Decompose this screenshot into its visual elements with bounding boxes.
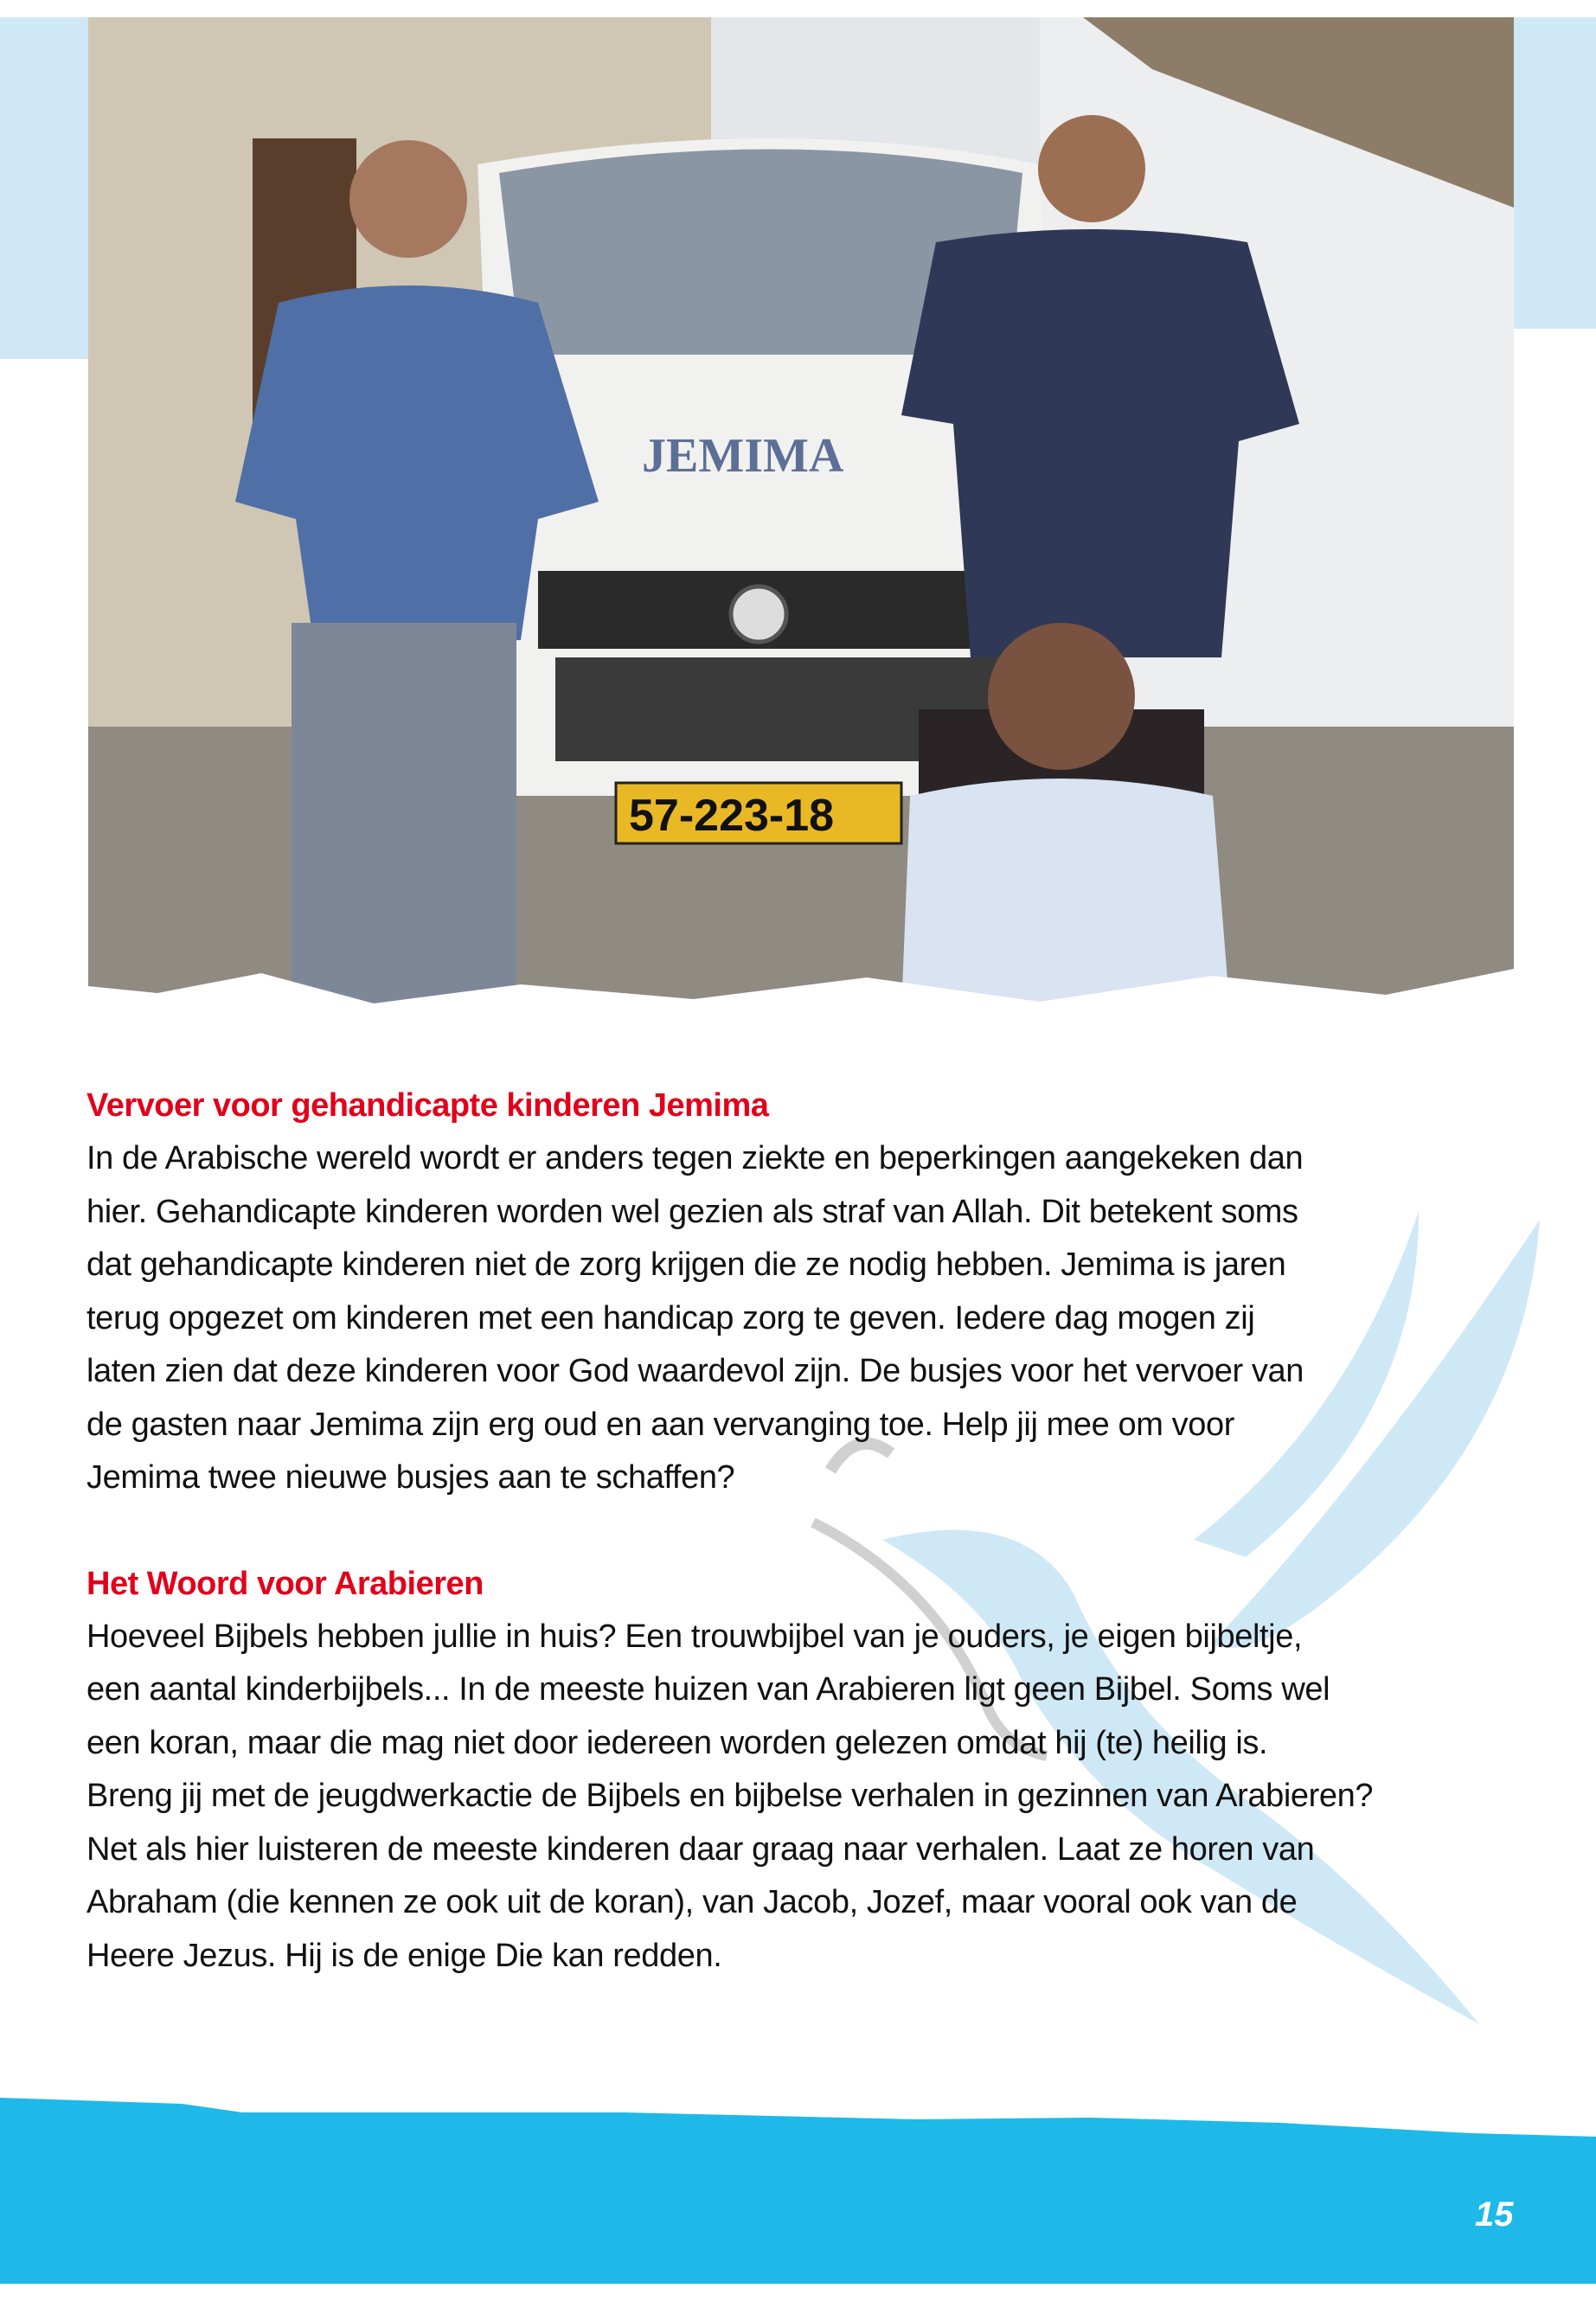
paragraph-line: Net als hier luisteren de meeste kinderen daar graag naar verhalen. Laat ze horen van <box>87 1830 1315 1868</box>
paragraph-line: een aantal kinderbijbels... In de meeste huizen van Arabieren ligt geen Bijbel. Soms wel <box>87 1671 1330 1708</box>
paragraph-line: terug opgezet om kinderen met een handicap zorg te geven. Iedere dag mogen zij <box>87 1299 1255 1336</box>
paragraph-line: dat gehandicapte kinderen niet de zorg krijgen die ze nodig hebben. Jemima is jaren <box>87 1247 1286 1283</box>
paragraph-line: Abraham (die kennen ze ook uit de koran), van Jacob, Jozef, maar vooral ook van de <box>87 1884 1298 1920</box>
paragraph-line: Jemima twee nieuwe busjes aan te schaffen? <box>87 1459 735 1496</box>
paragraph-line: laten zien dat deze kinderen voor God waardevol zijn. De busjes voor het vervoer van <box>87 1353 1304 1389</box>
paragraph-line: Breng jij met de jeugdwerkactie de Bijbels en bijbelse verhalen in gezinnen van Arabieren? <box>87 1778 1374 1814</box>
section-jemima-transport <box>87 1080 1557 1505</box>
page-number: 15 <box>1475 2195 1514 2234</box>
section-word-for-arabs <box>87 1558 1557 1984</box>
paragraph-line: hier. Gehandicapte kinderen worden wel gezien als straf van Allah. Dit betekent soms <box>87 1193 1298 1230</box>
paragraph-line: Hoeveel Bijbels hebben jullie in huis? Een trouwbijbel van je ouders, je eigen bijbeltje, <box>87 1618 1303 1655</box>
paragraph-line: Heere Jezus. Hij is de enige Die kan redden. <box>87 1937 722 1974</box>
license-plate-text: 57-223-18 <box>629 791 835 841</box>
footer-band <box>0 2085 1596 2284</box>
photo-jemima-van <box>88 17 1514 1012</box>
side-decoration-right <box>1505 17 1596 329</box>
article-content <box>87 1080 1557 1983</box>
paragraph-line: een koran, maar die mag niet door iedereen worden gelezen omdat hij (te) heilig is. <box>87 1724 1268 1761</box>
paragraph-line: In de Arabische wereld wordt er anders tegen ziekte en beperkingen aangekeken dan <box>87 1140 1304 1176</box>
side-decoration-left <box>0 17 95 359</box>
paragraph-line: de gasten naar Jemima zijn erg oud en aan vervanging toe. Help jij mee om voor <box>87 1406 1235 1443</box>
van-logo-text: JEMIMA <box>642 429 844 483</box>
section-heading: Het Woord voor Arabieren <box>87 1565 484 1602</box>
section-heading: Vervoer voor gehandicapte kinderen Jemima <box>87 1087 769 1124</box>
